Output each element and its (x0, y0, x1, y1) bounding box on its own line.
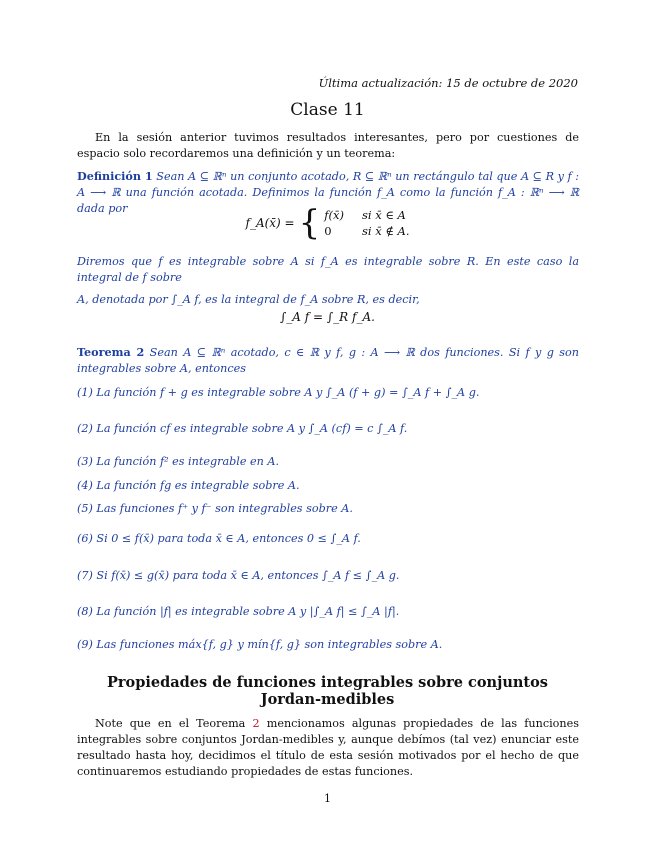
theorem-item-9: (9) Las funciones máx{f, g} y mín{f, g} son integrables sobre A. (77, 638, 443, 651)
last-updated: Última actualización: 15 de octubre de 2020 (318, 76, 578, 90)
intro-paragraph: En la sesión anterior tuvimos resultados interesantes, pero por cuestiones de espacio solo recordaremos una definición y un teorema: (77, 131, 579, 160)
theorem-reference-link[interactable]: 2 (252, 717, 260, 730)
closing-after-ref: mencionamos algunas propiedades de las funciones integrables sobre conjuntos Jordan-medibles y, aunque debímos (tal vez) enunciar este resultado hasta hoy, decidimos el título de esta sesión motivados por el hecho de que continuaremos estudiando propiedades de estas funciones. (77, 717, 579, 778)
left-brace-icon: { (298, 203, 321, 243)
definition-after-line1: Diremos que f es integrable sobre A si f_A es integrable sobre R. En este caso la integral de f sobre (77, 255, 579, 284)
section-title-line1: Propiedades de funciones integrables sobre conjuntos (107, 674, 548, 691)
theorem-item-1: (1) La función f + g es integrable sobre A y ∫_A (f + g) = ∫_A f + ∫_A g. (77, 386, 480, 399)
integral-equation: ∫_A f = ∫_R f_A. (280, 310, 375, 324)
formula-lhs: f_A(x̄) = (245, 216, 295, 230)
theorem-item-2: (2) La función cf es integrable sobre A y ∫_A (cf) = c ∫_A f. (77, 422, 408, 435)
theorem-item-6: (6) Si 0 ≤ f(x̄) para toda x̄ ∈ A, entonces 0 ≤ ∫_A f. (77, 532, 361, 545)
theorem-item-5: (5) Las funciones f⁺ y f⁻ son integrables sobre A. (77, 502, 353, 515)
theorem-item-7: (7) Si f(x̄) ≤ g(x̄) para toda x̄ ∈ A, entonces ∫_A f ≤ ∫_A g. (77, 569, 400, 582)
theorem-label: Teorema 2 (77, 345, 145, 359)
case1-condition: si x̄ ∈ A (361, 208, 406, 222)
definition-after-line2: A, denotada por ∫_A f, es la integral de f_A sobre R, es decir, (77, 293, 420, 306)
case2-value: 0 (324, 224, 332, 238)
theorem-item-3: (3) La función f² es integrable en A. (77, 455, 280, 468)
theorem-item-4: (4) La función fg es integrable sobre A. (77, 479, 300, 492)
definition-label: Definición 1 (77, 169, 153, 183)
definition-continuation (77, 254, 579, 308)
theorem-text: Sean A ⊆ ℝⁿ acotado, c ∈ ℝ y f, g : A ⟶ ℝ dos funciones. Si f y g son integrables sobre A, entonces (77, 346, 579, 375)
closing-paragraph (77, 716, 579, 780)
section-title-line2: Jordan-medibles (260, 691, 395, 708)
definition-formula (0, 203, 655, 243)
definition-text: Sean A ⊆ ℝⁿ un conjunto acotado, R ⊆ ℝⁿ un rectángulo tal que A ⊆ R y f : A ⟶ ℝ una función acotada. Definimos la función f_A como la función f_A : ℝⁿ ⟶ ℝ dada por (77, 170, 579, 215)
page-number: 1 (324, 792, 331, 805)
page-title: Clase 11 (290, 100, 365, 120)
case1-value: f(x̄) (324, 208, 344, 222)
section-heading (0, 674, 655, 708)
theorem-item-8: (8) La función |f| es integrable sobre A y |∫_A f| ≤ ∫_A |f|. (77, 605, 400, 618)
theorem-block (77, 344, 579, 377)
case2-condition: si x̄ ∉ A. (361, 224, 410, 238)
closing-before-ref: Note que en el Teorema (95, 717, 253, 730)
